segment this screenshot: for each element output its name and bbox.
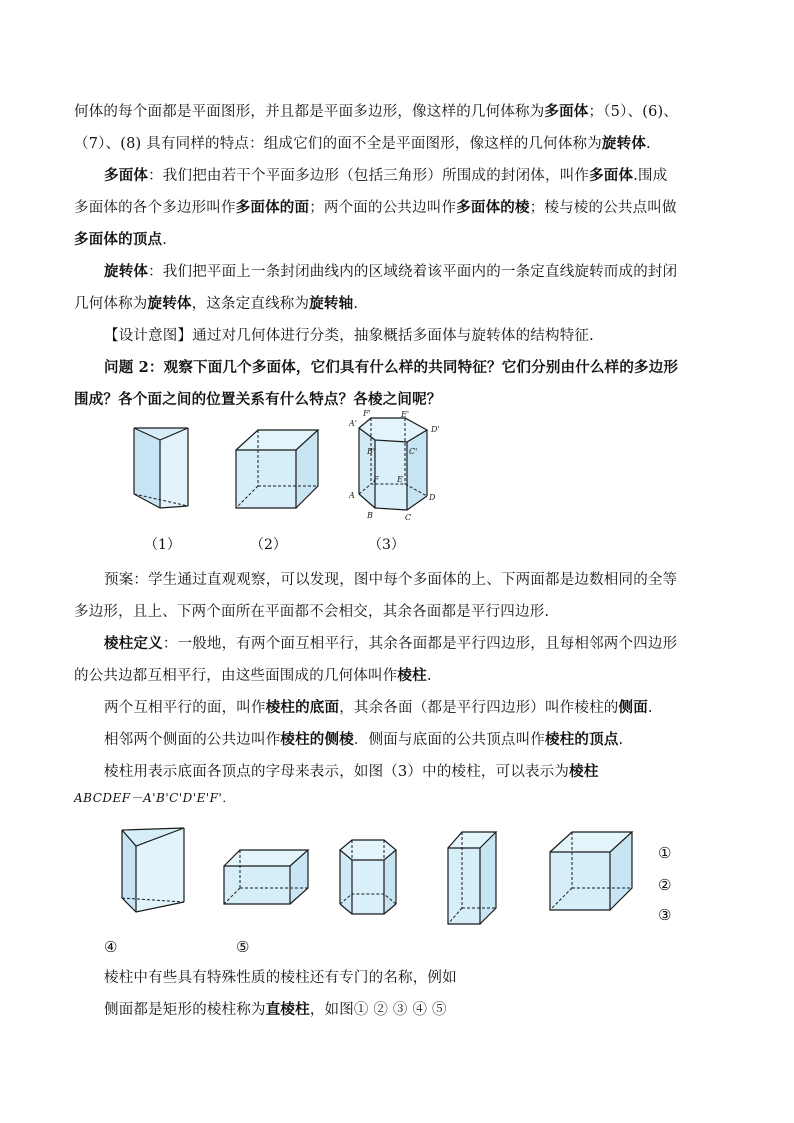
right-triangular-prism bbox=[114, 820, 194, 920]
design-intent: 【设计意图】通过对几何体进行分类，抽象概括多面体与旋转体的结构特征. bbox=[104, 328, 594, 344]
vertex-label: C' bbox=[409, 447, 418, 456]
prism-notation: 棱柱用表示底面各顶点的字母来表示，如图（3）中的棱柱，可以表示为棱柱 bbox=[104, 763, 599, 780]
vertex-label: B' bbox=[367, 447, 376, 456]
text-line: 几何体称为旋转体，这条定直线称为旋转轴. bbox=[74, 295, 359, 312]
vertex-label: A bbox=[349, 491, 355, 500]
figure-caption-3: （3） bbox=[368, 537, 405, 553]
vertex-label: F bbox=[373, 475, 379, 484]
vertex-label: E' bbox=[401, 410, 410, 419]
tall-rectangular-prism bbox=[440, 826, 510, 936]
question-2: 问题 2：观察下面几个多面体，它们具有什么样的共同特征？它们分别由什么样的多边形 bbox=[104, 359, 679, 376]
marker-2: ② bbox=[658, 876, 672, 894]
text-line: 的公共边都互相平行，由这些面围成的几何体叫作棱柱. bbox=[74, 667, 432, 684]
rotation-body-definition: 旋转体：我们把平面上一条封闭曲线内的区域绕着该平面内的一条定直线旋转而成的封闭 bbox=[104, 263, 678, 280]
prism-edge-definition: 相邻两个侧面的公共边叫作棱柱的侧棱．侧面与底面的公共顶点叫作棱柱的顶点. bbox=[104, 731, 624, 748]
figure-caption-2: （2） bbox=[250, 537, 287, 553]
vertex-label: E bbox=[397, 475, 403, 484]
marker-5: ⑤ bbox=[236, 938, 250, 956]
text-line: 多面体的顶点. bbox=[74, 231, 168, 248]
cube bbox=[544, 826, 639, 921]
prism-notation-formula: ABCDEF－A'B'C'D'E'F'． bbox=[74, 791, 235, 805]
text-line: （7）、(8) 具有同样的特点：组成它们的面不全是平面图形，像这样的几何体称为旋转体. bbox=[74, 135, 651, 152]
right-prism-definition: 侧面都是矩形的棱柱称为直棱柱，如图① ② ③ ④ ⑤ bbox=[104, 1001, 447, 1018]
marker-3: ③ bbox=[658, 906, 672, 924]
figure-caption-1: （1） bbox=[144, 537, 181, 553]
prism-base-definition: 两个互相平行的面，叫作棱柱的底面，其余各面（都是平行四边形）叫作棱柱的侧面. bbox=[104, 699, 653, 716]
triangular-prism-figure-1 bbox=[128, 420, 208, 520]
marker-1: ① bbox=[658, 844, 672, 862]
vertex-label: A' bbox=[349, 419, 357, 428]
vertex-label: D' bbox=[431, 425, 440, 434]
vertex-label: B bbox=[367, 511, 373, 520]
text-line: 多边形，且上、下两个面所在平面都不会相交，其余各面都是平行四边形. bbox=[74, 604, 550, 620]
vertex-label: C bbox=[405, 513, 412, 522]
polyhedron-definition: 多面体：我们把由若干个平面多边形（包括三角形）所围成的封闭体，叫作多面体.围成 bbox=[104, 167, 668, 184]
special-prisms: 棱柱中有些具有特殊性质的棱柱还有专门的名称，例如 bbox=[104, 970, 457, 986]
text-line: 何体的每个面都是平面图形，并且都是平面多边形，像这样的几何体称为多面体；（5）、(6)、 bbox=[74, 103, 679, 120]
hexagonal-prism bbox=[334, 832, 414, 922]
hexagonal-prism-figure-3 bbox=[345, 410, 445, 525]
text-line: 围成？各个面之间的位置关系有什么特点？各棱之间呢？ bbox=[74, 391, 442, 408]
marker-4: ④ bbox=[104, 938, 118, 956]
prism-definition: 棱柱定义：一般地，有两个面互相平行，其余各面都是平行四边形，且每相邻两个四边形 bbox=[104, 635, 678, 652]
text-line: 多面体的各个多边形叫作多面体的面；两个面的公共边叫作多面体的棱；棱与棱的公共点叫做 bbox=[74, 199, 677, 216]
rectangular-prism-flat bbox=[218, 842, 318, 912]
pre-plan: 预案：学生通过直观观察，可以发现，图中每个多面体的上、下两面都是边数相同的全等 bbox=[104, 572, 678, 588]
vertex-label: D bbox=[429, 493, 436, 502]
cube-figure-2 bbox=[230, 424, 325, 519]
vertex-label: F' bbox=[363, 410, 371, 418]
